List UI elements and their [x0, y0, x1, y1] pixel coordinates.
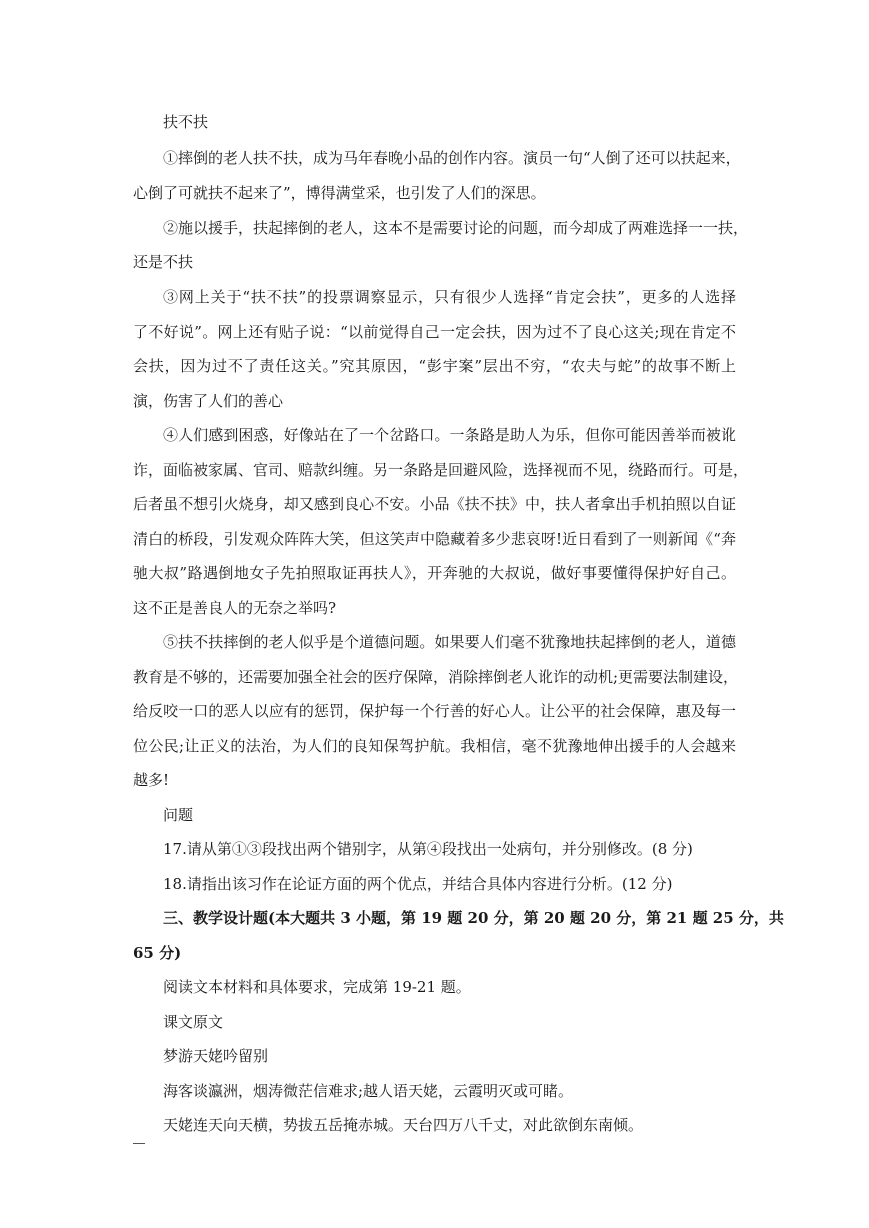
paragraph-5-line-4: 位公民;让正义的法治，为人们的良知保驾护航。我相信，毫不犹豫地伸出援手的人会越来	[133, 737, 736, 755]
paragraph-3-line-3: 会扶，因为过不了责任这关。”究其原因，“彭宇案”层出不穷，“农夫与蛇”的故事不断上	[133, 357, 736, 375]
paragraph-2-line-1: ②施以援手，扶起摔倒的老人，这本不是需要讨论的问题，而今却成了两难选择一一扶，	[163, 219, 749, 237]
footer-dash-divider	[133, 1143, 145, 1144]
paragraph-5-line-2: 教育是不够的，还需要加强全社会的医疗保障，消除摔倒老人讹诈的动机;更需要法制建设，	[133, 668, 739, 686]
paragraph-4-line-4: 清白的桥段，引发观众阵阵大笑，但这笑声中隐藏着多少悲哀呀!近日看到了一则新闻《“奔	[133, 530, 736, 548]
section-heading-line-1: 三、教学设计题(本大题共 3 小题，第 19 题 20 分，第 20 题 20 分，第 21 题 25 分，共	[163, 909, 784, 927]
poem-line-2: 天姥连天向天横，势拔五岳掩赤城。天台四万八千丈，对此欲倒东南倾。	[163, 1116, 644, 1134]
paragraph-5-line-5: 越多!	[133, 771, 170, 789]
question-18: 18.请指出该习作在论证方面的两个优点，并结合具体内容进行分析。(12 分)	[163, 875, 673, 893]
paragraph-5-line-3: 给反咬一口的恶人以应有的惩罚，保护每一个行善的好心人。让公平的社会保障，惠及每一	[133, 702, 736, 720]
paragraph-4-line-3: 后者虽不想引火烧身，却又感到良心不安。小品《扶不扶》中，扶人者拿出手机拍照以自证	[133, 495, 736, 513]
paragraph-4-line-1: ④人们感到困惑，好像站在了一个岔路口。一条路是助人为乐，但你可能因善举而被讹	[163, 426, 736, 444]
essay-title: 扶不扶	[163, 113, 209, 131]
text-label: 课文原文	[163, 1013, 224, 1031]
section-heading-line-2: 65 分)	[133, 944, 182, 962]
paragraph-4-line-6: 这不正是善良人的无奈之举吗?	[133, 599, 337, 617]
paragraph-4-line-2: 诈，面临被家属、官司、赔款纠缠。另一条路是回避风险，选择视而不见，绕路而行。可是，	[133, 461, 749, 479]
poem-line-1: 海客谈瀛洲，烟涛微茫信难求;越人语天姥，云霞明灭或可睹。	[163, 1082, 574, 1100]
poem-title: 梦游天姥吟留别	[163, 1047, 269, 1065]
question-17: 17.请从第①③段找出两个错别字，从第④段找出一处病句，并分别修改。(8 分)	[163, 840, 693, 858]
paragraph-3-line-2: 了不好说”。网上还有贴子说：“以前觉得自己一定会扶，因为过不了良心这关;现在肯定不	[133, 323, 736, 341]
paragraph-3-line-4: 演，伤害了人们的善心	[133, 392, 284, 410]
paragraph-5-line-1: ⑤扶不扶摔倒的老人似乎是个道德问题。如果要人们毫不犹豫地扶起摔倒的老人，道德	[163, 633, 736, 651]
paragraph-2-line-2: 还是不扶	[133, 253, 194, 271]
paragraph-1-line-2: 心倒了可就扶不起来了”，博得满堂采，也引发了人们的深思。	[133, 184, 546, 202]
questions-label: 问题	[163, 806, 194, 824]
paragraph-1-line-1: ①摔倒的老人扶不扶，成为马年春晚小品的创作内容。演员一句“人倒了还可以扶起来，	[163, 149, 741, 167]
paragraph-4-line-5: 驰大叔”路遇倒地女子先拍照取证再扶人》，开奔驰的大叔说，做好事要懂得保护好自己。	[133, 564, 736, 582]
instruction-text: 阅读文本材料和具体要求，完成第 19-21 题。	[163, 978, 471, 996]
paragraph-3-line-1: ③网上关于“扶不扶”的投票调察显示，只有很少人选择“肯定会扶”，更多的人选择	[163, 288, 736, 306]
